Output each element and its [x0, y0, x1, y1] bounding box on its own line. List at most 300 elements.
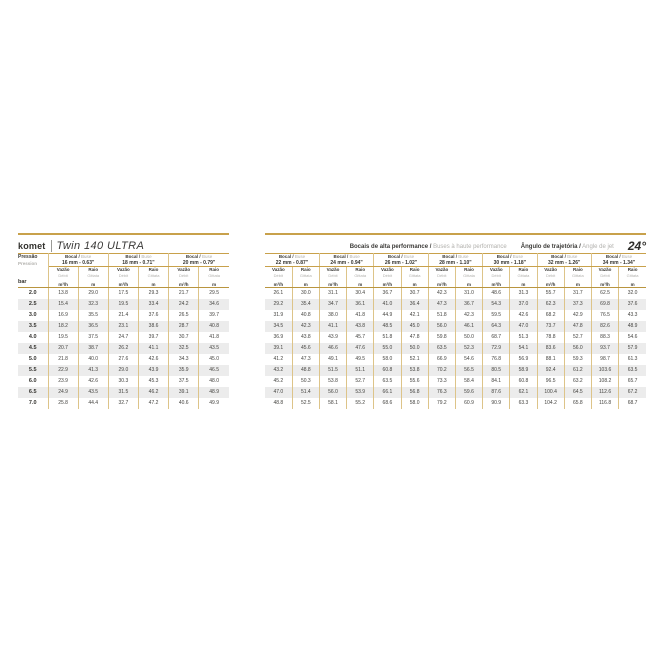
- column-unit: m³/h: [491, 281, 501, 287]
- nozzle-group-header: [428, 254, 482, 267]
- nozzle-size: 26 mm - 1.02": [384, 259, 418, 266]
- data-cell: 76.8: [483, 354, 510, 365]
- data-cell: 76.5: [591, 310, 618, 321]
- data-cell: 48.8: [292, 365, 319, 376]
- data-cell: 50.3: [292, 376, 319, 387]
- table-row: [265, 387, 646, 398]
- data-cell: 68.7: [627, 400, 638, 407]
- column-unit: m: [358, 281, 363, 287]
- data-cell: 36.7: [455, 299, 482, 310]
- data-cell: 31.7: [564, 288, 591, 299]
- data-cell: 49.5: [347, 354, 374, 365]
- data-cell: 57.9: [627, 345, 638, 352]
- column-label-pt: Vazão: [544, 266, 558, 272]
- data-cell: 42.3: [428, 288, 455, 299]
- column-label-fr: Débit: [491, 272, 501, 278]
- data-cell: 61.3: [627, 356, 638, 363]
- pressure-cell: 3.0: [18, 310, 48, 321]
- nozzle-label-fr: Buse: [512, 254, 523, 259]
- data-cell: 47.8: [401, 332, 428, 343]
- data-cell: 18.2: [48, 321, 78, 332]
- column-label-pt: Vazão: [489, 266, 503, 272]
- flow-column-header: [265, 266, 292, 287]
- data-cell: 48.9: [209, 389, 219, 396]
- data-cell: 23.1: [108, 321, 138, 332]
- nozzle-label: Bocal / Buse: [278, 254, 306, 259]
- data-cell: 59.3: [564, 354, 591, 365]
- data-cell: 43.2: [265, 365, 292, 376]
- data-cell: 73.3: [428, 376, 455, 387]
- data-cell: 63.2: [564, 376, 591, 387]
- data-cell: 41.8: [347, 310, 374, 321]
- column-label-pt: Raio: [518, 266, 529, 272]
- column-label-pt: Vazão: [117, 266, 130, 272]
- data-cell: 16.9: [48, 310, 78, 321]
- data-cell: 46.5: [209, 367, 219, 374]
- product-title: [18, 235, 229, 253]
- data-cell: 62.5: [591, 288, 618, 299]
- nozzle-group-header: [537, 254, 591, 267]
- data-cell: 24.9: [48, 387, 78, 398]
- data-cell: 45.2: [265, 376, 292, 387]
- radius-column-header: [401, 266, 428, 287]
- nozzle-label-fr: Buse: [201, 254, 213, 259]
- column-unit: m: [212, 281, 217, 287]
- column-unit: m³/h: [328, 281, 338, 287]
- nozzle-size: 34 mm - 1.34": [602, 259, 636, 266]
- data-cell: 54.3: [483, 299, 510, 310]
- data-cell: 88.3: [591, 332, 618, 343]
- column-label-fr: Gittata: [463, 272, 475, 278]
- nozzle-group-header: [48, 254, 108, 267]
- column-label-fr: Débit: [273, 272, 284, 278]
- nozzle-label: Bocal / Buse: [333, 254, 360, 259]
- data-cell: 49.1: [319, 354, 346, 365]
- nozzle-size: 32 mm - 1.26": [548, 259, 581, 266]
- data-cell: 52.7: [564, 332, 591, 343]
- data-cell: 32.7: [108, 398, 138, 409]
- angle-heading-fr: Angle de jet: [582, 244, 614, 251]
- model-name: Twin 140 ULTRA: [56, 240, 145, 252]
- data-cell: 52.1: [401, 354, 428, 365]
- column-label-pt: Raio: [148, 266, 159, 272]
- data-cell: 19.5: [48, 332, 78, 343]
- data-cell: 52.5: [292, 398, 319, 409]
- data-cell: 51.3: [510, 332, 537, 343]
- data-cell: 30.7: [169, 332, 199, 343]
- column-label-pt: Raio: [355, 266, 366, 272]
- column-label-pt: Raio: [88, 266, 99, 272]
- nozzle-group-header: [374, 254, 428, 267]
- data-cell: 48.9: [627, 323, 638, 330]
- column-label-fr: Gittata: [571, 272, 584, 278]
- data-cell: 36.7: [374, 288, 401, 299]
- data-cell: 59.5: [483, 310, 510, 321]
- data-cell: 48.5: [374, 321, 401, 332]
- table-row: [265, 376, 646, 387]
- data-cell: 42.1: [401, 310, 428, 321]
- komet-logo: komet: [18, 241, 46, 251]
- data-cell: 42.9: [564, 310, 591, 321]
- data-cell: 66.1: [374, 387, 401, 398]
- column-label-pt: Raio: [209, 266, 220, 272]
- data-cell: 47.6: [347, 343, 374, 354]
- data-cell: 87.6: [483, 387, 510, 398]
- data-cell: 63.5: [428, 343, 455, 354]
- data-cell: 68.7: [483, 332, 510, 343]
- data-cell: 39.7: [138, 332, 168, 343]
- data-cell: 26.1: [265, 288, 292, 299]
- data-cell: 43.3: [627, 312, 638, 319]
- data-cell: 62.1: [510, 387, 537, 398]
- data-cell: 55.7: [537, 288, 564, 299]
- column-unit: m³/h: [600, 281, 610, 287]
- data-cell: 104.2: [537, 398, 564, 409]
- standard-nozzles-section: [18, 233, 229, 409]
- data-cell: 69.8: [591, 299, 618, 310]
- data-cell: 34.3: [169, 354, 199, 365]
- column-unit: m³/h: [382, 281, 393, 287]
- data-cell: 31.9: [265, 310, 292, 321]
- nozzle-label-fr: Buse: [349, 254, 360, 259]
- data-cell: 40.6: [169, 398, 199, 409]
- data-cell: 56.8: [401, 387, 428, 398]
- data-cell: 47.3: [292, 354, 319, 365]
- data-cell: 38.7: [78, 343, 108, 354]
- data-cell: 29.3: [138, 288, 168, 299]
- data-cell: 82.6: [591, 321, 618, 332]
- trajectory-angle-value: 24°: [627, 238, 646, 253]
- data-cell: 41.1: [319, 321, 346, 332]
- column-unit: m³/h: [178, 281, 189, 287]
- data-cell: 55.0: [374, 343, 401, 354]
- data-cell: 65.8: [564, 398, 591, 409]
- column-label-pt: Vazão: [326, 266, 340, 272]
- data-cell: 45.0: [401, 321, 428, 332]
- angle-heading: [521, 244, 614, 251]
- pressure-cell: 2.0: [18, 288, 48, 299]
- data-cell: 46.2: [138, 387, 168, 398]
- data-cell: 52.3: [455, 343, 482, 354]
- column-unit: m³/h: [545, 281, 556, 287]
- pressure-cell: 4.0: [18, 332, 48, 343]
- data-cell: 83.6: [537, 343, 564, 354]
- column-label-fr: Gittata: [208, 272, 221, 278]
- data-cell: 73.7: [537, 321, 564, 332]
- nozzle-group-header: [265, 254, 319, 267]
- flow-column-header: [483, 266, 510, 287]
- data-cell: 13.8: [48, 288, 78, 299]
- column-label-pt: Vazão: [56, 266, 70, 272]
- column-label-pt: Raio: [627, 266, 638, 272]
- data-cell: 43.5: [78, 387, 108, 398]
- data-cell: 32.5: [169, 343, 199, 354]
- data-cell: 58.4: [455, 376, 482, 387]
- data-cell: 34.7: [319, 299, 346, 310]
- radius-column-header: [347, 266, 374, 287]
- pressure-cell: 7.0: [18, 398, 48, 409]
- nozzle-group-header: [319, 254, 373, 267]
- data-cell: 36.1: [347, 299, 374, 310]
- table-row: [18, 387, 229, 398]
- data-cell: 28.7: [169, 321, 199, 332]
- data-cell: 37.3: [564, 299, 591, 310]
- data-cell: 37.5: [78, 332, 108, 343]
- data-cell: 43.9: [138, 365, 168, 376]
- pressure-unit: bar: [18, 279, 27, 286]
- data-cell: 21.4: [108, 310, 138, 321]
- nozzle-size: 22 mm - 0.87": [275, 259, 309, 266]
- column-unit: m³/h: [118, 281, 129, 287]
- data-cell: 22.9: [48, 365, 78, 376]
- data-cell: 24.7: [108, 332, 138, 343]
- performance-heading-fr: Buses à haute performance: [433, 244, 507, 251]
- data-cell: 29.2: [265, 299, 292, 310]
- column-label-pt: Vazão: [177, 266, 191, 272]
- data-cell: 34.6: [209, 301, 219, 308]
- data-cell: 37.6: [138, 310, 168, 321]
- data-cell: 66.9: [428, 354, 455, 365]
- nozzle-size: 30 mm - 1.18": [493, 259, 527, 266]
- column-label-pt: Vazão: [381, 266, 394, 272]
- data-cell: 41.2: [265, 354, 292, 365]
- nozzle-label: Bocal / Buse: [551, 254, 578, 259]
- data-cell: 63.3: [510, 398, 537, 409]
- data-cell: 35.9: [169, 365, 199, 376]
- high-performance-section: [265, 233, 646, 409]
- nozzle-size: 20 mm - 0.79": [182, 259, 216, 266]
- angle-heading-pt: Ângulo de trajetória /: [520, 244, 581, 251]
- table-row: [265, 332, 646, 343]
- data-cell: 47.0: [265, 387, 292, 398]
- data-cell: 60.8: [374, 365, 401, 376]
- table-row: [265, 398, 646, 409]
- data-cell: 51.1: [347, 365, 374, 376]
- column-label-pt: Raio: [300, 266, 311, 272]
- nozzle-size: 18 mm - 0.71": [122, 259, 155, 266]
- column-label-fr: Débit: [600, 272, 610, 278]
- radius-column-header: [564, 266, 591, 287]
- data-cell: 27.6: [108, 354, 138, 365]
- data-cell: 38.0: [319, 310, 346, 321]
- table-row: [265, 354, 646, 365]
- radius-column-header: [510, 266, 537, 287]
- column-label-fr: Gittata: [87, 272, 100, 278]
- data-cell: 52.7: [347, 376, 374, 387]
- nozzle-label: Bocal / Buse: [185, 254, 213, 259]
- column-unit: m³/h: [273, 281, 284, 287]
- data-cell: 21.8: [48, 354, 78, 365]
- data-cell: 55.6: [401, 376, 428, 387]
- data-cell: 44.4: [78, 398, 108, 409]
- data-cell: 116.8: [591, 398, 618, 409]
- data-cell: 112.6: [591, 387, 618, 398]
- data-cell: 41.0: [374, 299, 401, 310]
- column-unit: m: [412, 281, 417, 287]
- data-cell: 56.5: [455, 365, 482, 376]
- column-unit: m: [91, 281, 96, 287]
- data-cell: 31.3: [510, 288, 537, 299]
- data-cell: 56.9: [510, 354, 537, 365]
- data-cell: 49.9: [209, 400, 219, 407]
- column-label-fr: Gittata: [299, 272, 312, 278]
- pressure-cell: 2.5: [18, 299, 48, 310]
- radius-column-header: [455, 266, 482, 287]
- nozzle-label-fr: Buse: [403, 254, 415, 259]
- table-row: [265, 321, 646, 332]
- data-cell: 31.0: [455, 288, 482, 299]
- title-divider: [51, 240, 52, 252]
- data-cell: 47.2: [138, 398, 168, 409]
- flow-column-header: [108, 266, 138, 287]
- data-cell: 32.3: [78, 299, 108, 310]
- data-cell: 47.0: [510, 321, 537, 332]
- data-cell: 45.6: [292, 343, 319, 354]
- flow-column-header: [169, 266, 199, 287]
- column-label-fr: Gittata: [354, 272, 367, 278]
- flow-column-header: [537, 266, 564, 287]
- radius-column-header: [78, 266, 108, 287]
- performance-table-high: [265, 253, 646, 409]
- data-cell: 53.8: [401, 365, 428, 376]
- nozzle-label-fr: Buse: [294, 254, 306, 259]
- nozzle-size: 28 mm - 1.10": [439, 259, 472, 266]
- column-label-pt: Raio: [464, 266, 474, 272]
- data-cell: 42.6: [138, 354, 168, 365]
- data-cell: 40.8: [292, 310, 319, 321]
- data-cell: 46.6: [319, 343, 346, 354]
- data-cell: 64.5: [564, 387, 591, 398]
- data-cell: 51.8: [428, 310, 455, 321]
- data-cell: 41.3: [78, 365, 108, 376]
- data-cell: 41.1: [138, 343, 168, 354]
- data-cell: 88.1: [537, 354, 564, 365]
- column-label-pt: Vazão: [598, 266, 612, 272]
- table-row: [265, 288, 646, 299]
- data-cell: 31.1: [319, 288, 346, 299]
- data-cell: 42.3: [455, 310, 482, 321]
- data-cell: 37.0: [510, 299, 537, 310]
- column-label-pt: Raio: [409, 266, 420, 272]
- data-cell: 68.2: [537, 310, 564, 321]
- nozzle-group-header: [169, 254, 229, 267]
- data-cell: 84.1: [483, 376, 510, 387]
- data-cell: 108.2: [591, 376, 618, 387]
- data-cell: 21.7: [169, 288, 199, 299]
- column-unit: m: [303, 281, 308, 287]
- nozzle-group-header: [108, 254, 168, 267]
- column-unit: m: [521, 281, 526, 287]
- data-cell: 32.0: [627, 290, 638, 297]
- data-cell: 50.0: [401, 343, 428, 354]
- data-cell: 23.9: [48, 376, 78, 387]
- column-label-fr: Débit: [437, 272, 447, 278]
- radius-column-header: [619, 266, 646, 287]
- data-cell: 58.0: [401, 398, 428, 409]
- column-label-fr: Débit: [328, 272, 338, 278]
- column-label-pt: Vazão: [271, 266, 285, 272]
- data-cell: 36.4: [401, 299, 428, 310]
- data-cell: 35.4: [292, 299, 319, 310]
- column-label-fr: Débit: [382, 272, 393, 278]
- data-cell: 20.7: [48, 343, 78, 354]
- table-header: [18, 254, 229, 288]
- performance-heading: [350, 244, 507, 251]
- data-cell: 98.7: [591, 354, 618, 365]
- data-cell: 48.0: [209, 378, 219, 385]
- nozzle-label: Bocal / Buse: [387, 254, 415, 259]
- table-row: [18, 354, 229, 365]
- nozzle-label-fr: Buse: [621, 254, 633, 259]
- data-cell: 63.5: [627, 367, 638, 374]
- table-row: [18, 365, 229, 376]
- nozzle-group-header: [483, 254, 537, 267]
- data-cell: 42.3: [292, 321, 319, 332]
- table-header: [265, 254, 646, 288]
- column-unit: m: [630, 281, 635, 287]
- table-row: [18, 321, 229, 332]
- data-cell: 45.7: [347, 332, 374, 343]
- data-cell: 26.5: [169, 310, 199, 321]
- data-cell: 51.5: [319, 365, 346, 376]
- data-cell: 55.2: [347, 398, 374, 409]
- data-cell: 56.0: [319, 387, 346, 398]
- pressure-cell: 5.0: [18, 354, 48, 365]
- nozzle-label-fr: Buse: [81, 254, 92, 259]
- table-row: [18, 343, 229, 354]
- data-cell: 80.5: [483, 365, 510, 376]
- table-row: [18, 310, 229, 321]
- data-cell: 35.5: [78, 310, 108, 321]
- nozzle-label-fr: Buse: [567, 254, 578, 259]
- pressure-header: [18, 254, 48, 288]
- data-cell: 25.8: [48, 398, 78, 409]
- table-body: [18, 288, 229, 409]
- section-heading: [265, 235, 646, 253]
- table-row: [18, 376, 229, 387]
- data-cell: 47.3: [428, 299, 455, 310]
- flow-column-header: [428, 266, 455, 287]
- data-cell: 29.0: [108, 365, 138, 376]
- data-cell: 59.6: [455, 387, 482, 398]
- data-cell: 53.8: [319, 376, 346, 387]
- data-cell: 56.0: [564, 343, 591, 354]
- column-unit: m³/h: [58, 281, 68, 287]
- column-unit: m: [575, 281, 580, 287]
- data-cell: 29.5: [209, 290, 219, 297]
- table-row: [265, 310, 646, 321]
- table-row: [265, 365, 646, 376]
- data-cell: 67.2: [627, 389, 638, 396]
- data-cell: 56.0: [428, 321, 455, 332]
- data-cell: 59.8: [428, 332, 455, 343]
- data-cell: 51.8: [374, 332, 401, 343]
- data-cell: 26.2: [108, 343, 138, 354]
- column-unit: m: [467, 281, 472, 287]
- data-cell: 58.0: [374, 354, 401, 365]
- radius-column-header: [292, 266, 319, 287]
- data-cell: 38.6: [138, 321, 168, 332]
- column-unit: m: [151, 281, 156, 287]
- table-row: [18, 288, 229, 299]
- data-cell: 24.2: [169, 299, 199, 310]
- performance-heading-pt: Bocais de alta performance /: [349, 244, 432, 251]
- data-cell: 90.9: [483, 398, 510, 409]
- pressure-label-fr: Pression: [18, 260, 38, 266]
- nozzle-label: Bocal / Buse: [496, 254, 523, 259]
- data-cell: 36.9: [265, 332, 292, 343]
- table-row: [265, 343, 646, 354]
